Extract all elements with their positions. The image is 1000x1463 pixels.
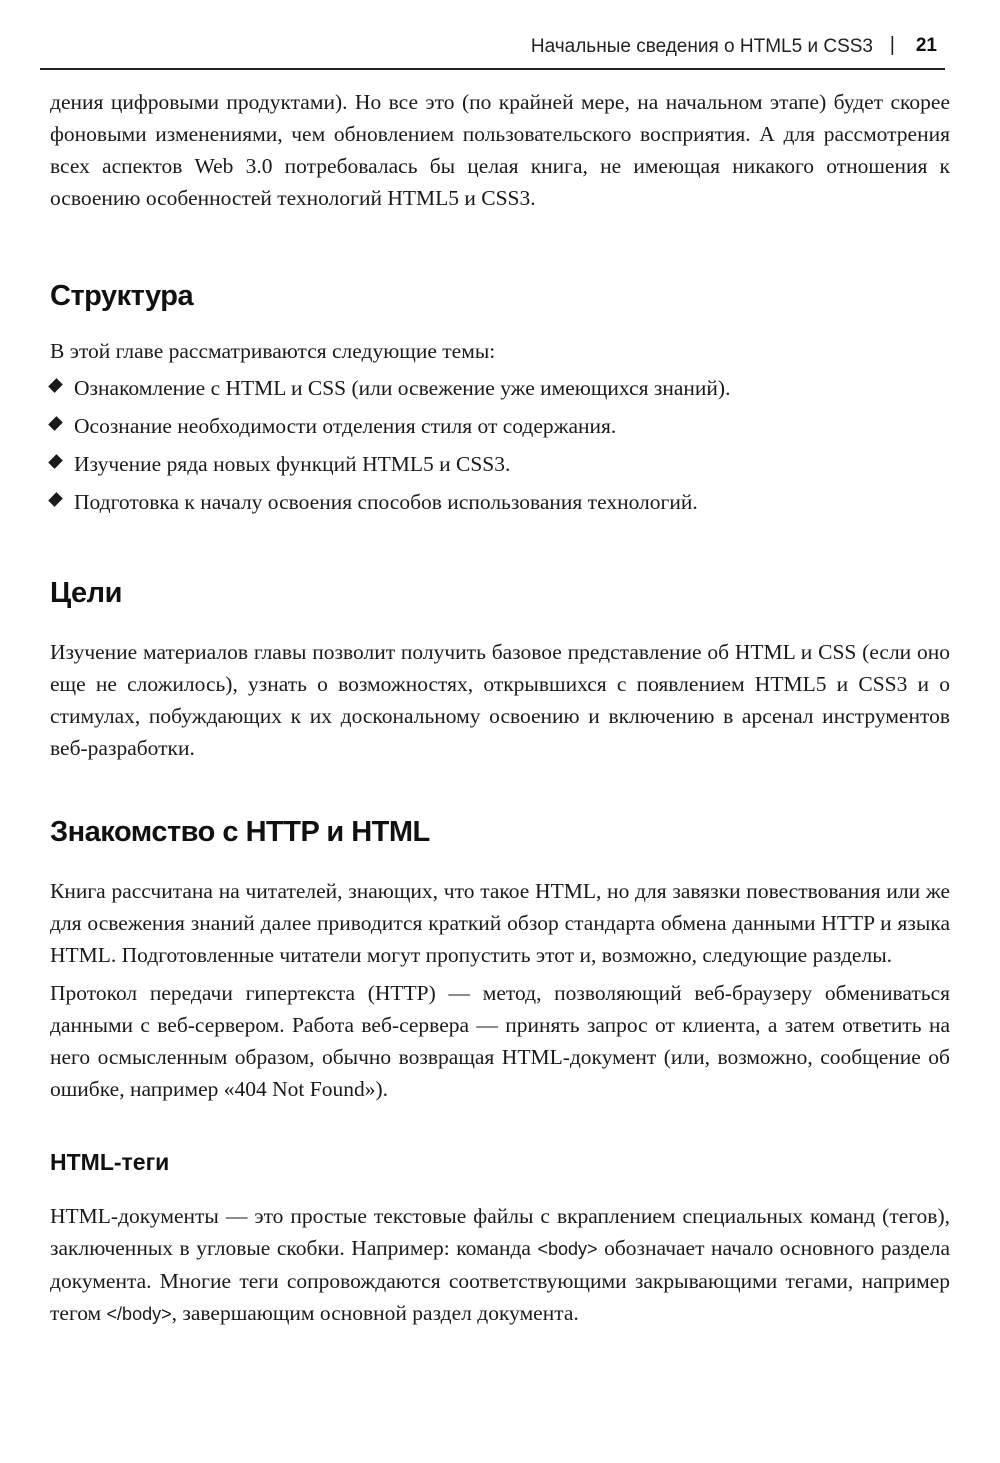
structure-topic-item <box>50 483 950 521</box>
diamond-bullet-icon <box>48 416 63 431</box>
goals-heading: Цели <box>50 577 122 609</box>
page-content <box>50 86 950 1330</box>
http-html-paragraph-2: Протокол передачи гипертекста (HTTP) — метод, позволяющий веб-браузеру обмениваться данными с веб-сервером. Работа веб-сервера — принять запрос от клиента, а затем ответить на него осмысленным образом, обычно возвращая HTML-документ (или, возможно, сообщение об ошибке, например «404 Not Found»). <box>50 981 950 1101</box>
structure-topic-text: Ознакомление с HTML и CSS (или освежение уже имеющихся знаний). <box>74 376 731 400</box>
html-tags-paragraph <box>50 1200 950 1330</box>
html-tags-heading: HTML-теги <box>50 1149 170 1175</box>
html-tags-text-2: обозначает начало основного раздела документа. Многие теги сопровождаются соответствующими закрывающими тегами, например тегом <box>50 1236 950 1325</box>
goals-paragraph: Изучение материалов главы позволит получить базовое представление об HTML и CSS (если оно еще не сложилось), узнать о возможностях, открывшихся с появлением HTML5 и CSS3 и о стимулах, побуждающих к их доскональному освоению и включению в арсенал инструментов веб-разработки. <box>50 640 950 760</box>
http-html-paragraph-1: Книга рассчитана на читателей, знающих, что такое HTML, но для завязки повествования или же для освежения знаний далее приводится краткий обзор стандарта обмена данными HTTP и языка HTML. Подготовленные читатели могут пропустить этот и, возможно, следующие разделы. <box>50 879 950 967</box>
structure-topic-item <box>50 369 950 407</box>
html-tags-text-3: , завершающим основной раздел документа. <box>171 1301 579 1325</box>
diamond-bullet-icon <box>48 454 63 469</box>
http-html-heading: Знакомство с HTTP и HTML <box>50 816 430 848</box>
body-close-tag-code: </body> <box>106 1304 172 1324</box>
html-tags-text-1: HTML-документы — это простые текстовые файлы с вкраплением специальных команд (тегов), заключенных в угловые скобки. Например: команда <box>50 1204 950 1260</box>
structure-topic-item <box>50 407 950 445</box>
diamond-bullet-icon <box>48 492 63 507</box>
header-separator: | <box>889 34 895 56</box>
structure-heading: Структура <box>50 280 194 312</box>
structure-topic-text: Осознание необходимости отделения стиля от содержания. <box>74 414 617 438</box>
structure-topic-text: Изучение ряда новых функций HTML5 и CSS3. <box>74 452 511 476</box>
structure-topic-list <box>50 369 950 521</box>
intro-paragraph: дения цифровыми продуктами). Но все это (по крайней мере, на начальном этапе) будет скорее фоновыми изменениями, чем обновлением пользовательского восприятия. А для рассмотрения всех аспектов Web 3.0 потребовалась бы целая книга, не имеющая никакого отношения к освоению особенностей технологий HTML5 и CSS3. <box>50 90 950 210</box>
page-number: 21 <box>915 35 937 56</box>
running-title: Начальные сведения о HTML5 и CSS3 <box>530 36 873 57</box>
body-open-tag-code: <body> <box>537 1239 598 1259</box>
structure-lead: В этой главе рассматриваются следующие темы: <box>50 339 496 363</box>
structure-topic-item <box>50 445 950 483</box>
structure-topic-text: Подготовка к началу освоения способов использования технологий. <box>74 490 698 514</box>
running-header <box>40 30 945 70</box>
diamond-bullet-icon <box>48 378 63 393</box>
